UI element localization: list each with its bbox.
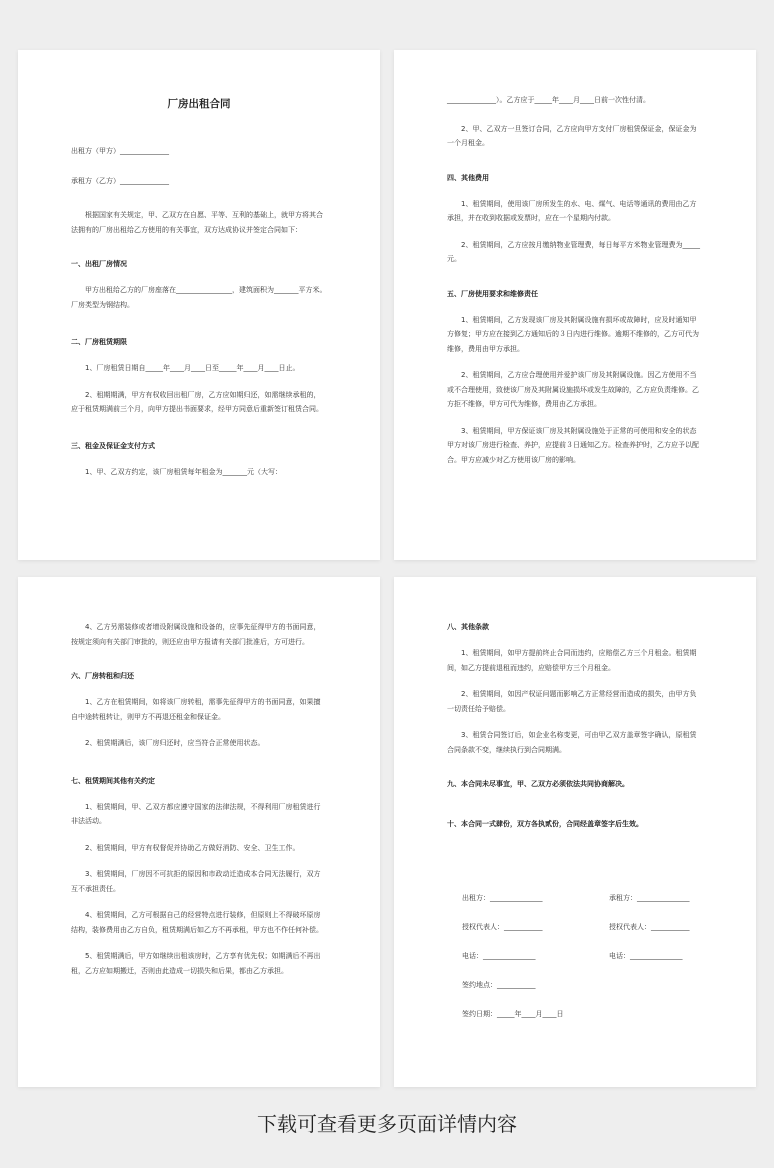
section-7-heading: 七、租赁期间其他有关约定 bbox=[71, 776, 155, 785]
document-page-3 bbox=[18, 577, 380, 1087]
section-2-paragraph-2: 2、租期期满，甲方有权收回出租厂房，乙方应如期归还，如需继续承租的，应于租赁期满前三个月，向甲方提出书面要求，经甲方同意后重新签订租赁合同。 bbox=[71, 390, 323, 413]
section-5-paragraph-4: 4、乙方另需装修或者增设附属设施和设备的，应事先征得甲方的书面同意，按规定须向有关部门审批的，则还应由甲方报请有关部门批准后，方可进行。 bbox=[71, 623, 321, 646]
section-4-heading: 四、其他费用 bbox=[447, 173, 489, 182]
section-8-paragraph-3: 3、租赁合同签订后，如企业名称变更，可由甲乙双方盖章签字确认，原租赁合同条款不变，继续执行到合同期满。 bbox=[447, 731, 697, 754]
party-b-phone-line: 电话：_______________ bbox=[609, 952, 683, 960]
section-8-paragraph-1: 1、租赁期间，如甲方提前终止合同而违约，应赔偿乙方三个月租金。租赁期间，如乙方提前退租而违约，应赔偿甲方三个月租金。 bbox=[447, 649, 697, 672]
party-b-representative-line: 授权代表人：___________ bbox=[609, 923, 690, 931]
section-6-paragraph-1: 1、乙方在租赁期间，如将该厂房转租，需事先征得甲方的书面同意，如果擅自中途转租转让，则甲方不再退还租金和保证金。 bbox=[71, 698, 321, 721]
download-more-notice[interactable]: 下载可查看更多页面详情内容 bbox=[257, 1112, 517, 1136]
document-page-4 bbox=[394, 577, 756, 1087]
section-4-paragraph-1: 1、租赁期间，使用该厂房所发生的水、电、煤气、电话等通讯的费用由乙方承担，并在收到收据或发票时，应在一个星期内付款。 bbox=[447, 199, 697, 222]
party-a-line: 出租方（甲方）______________ bbox=[71, 147, 169, 155]
section-1-paragraph: 甲方出租给乙方的厂房座落在________________，建筑面积为_______平方米。厂房类型为钢结构。 bbox=[71, 286, 327, 309]
section-5-heading: 五、厂房使用要求和维修责任 bbox=[447, 289, 538, 298]
lessor-signature-line: 出租方：_______________ bbox=[462, 894, 543, 902]
section-5-paragraph-3: 3、租赁期间，甲方保证该厂房及其附属设施处于正常的可使用和安全的状态甲方对该厂房进行检查、养护，应提前３日通知乙方。检查养护时，乙方应予以配合。甲方应减少对乙方使用该厂房的影响。 bbox=[447, 426, 699, 464]
section-3-paragraph-2: 2、甲、乙双方一旦签订合同，乙方应向甲方支付厂房租赁保证金，保证金为一个月租金。 bbox=[447, 124, 697, 147]
document-page-1 bbox=[18, 50, 380, 560]
section-8-heading: 八、其他条款 bbox=[447, 623, 489, 631]
section-5-paragraph-1: 1、租赁期间，乙方发现该厂房及其附属设施有损坏或故障时，应及时通知甲方修复；甲方应在接到乙方通知后的３日内进行维修。逾期不维修的，乙方可代为维修，费用由甲方承担。 bbox=[447, 315, 699, 353]
party-a-phone-line: 电话：_______________ bbox=[462, 952, 536, 960]
section-7-paragraph-4: 4、租赁期间，乙方可根据自己的经营特点进行装修，但原则上不得破坏原房结构，装修费用由乙方自负，租赁期满后如乙方不再承租，甲方也不作任何补偿。 bbox=[71, 911, 323, 934]
page-2-content bbox=[447, 50, 703, 467]
signing-date-line: 签约日期：_____年____月____日 bbox=[462, 1010, 564, 1018]
section-7-paragraph-3: 3、租赁期间，厂房因不可抗拒的原因和市政动迁造成本合同无法履行，双方互不承担责任。 bbox=[71, 870, 321, 893]
contract-title: 厂房出租合同 bbox=[167, 98, 231, 110]
section-5-paragraph-2: 2、租赁期间，乙方应合理使用并爱护该厂房及其附属设施。因乙方使用不当或不合理使用，致使该厂房及其附属设施损坏或发生故障的，乙方应负责维修。乙方拒不维修，甲方可代为维修，费用由乙方承担。 bbox=[447, 371, 699, 408]
section-3-continuation: ______________）。乙方应于_____年____月____日前一次性付清。 bbox=[447, 96, 650, 104]
section-7-paragraph-1: 1、租赁期间，甲、乙双方都应遵守国家的法律法规，不得利用厂房租赁进行非法活动。 bbox=[71, 802, 321, 825]
section-1-heading: 一、出租厂房情况 bbox=[71, 260, 127, 268]
section-3-heading: 三、租金及保证金支付方式 bbox=[71, 441, 155, 450]
section-7-paragraph-2: 2、租赁期间，甲方有权督促并协助乙方做好消防、安全、卫生工作。 bbox=[85, 843, 300, 852]
section-4-paragraph-2: 2、租赁期间，乙方应按月缴纳物业管理费，每日每平方米物业管理费为_____元。 bbox=[447, 240, 700, 263]
section-9-clause: 九、本合同未尽事宜，甲、乙双方必须依法共同协商解决。 bbox=[447, 780, 629, 788]
section-8-paragraph-2: 2、租赁期间，如因产权证问题而影响乙方正常经营而造成的损失，由甲方负一切责任给予赔偿。 bbox=[447, 690, 697, 713]
intro-paragraph: 根据国家有关规定，甲、乙双方在自愿、平等、互利的基础上，就甲方将其合法拥有的厂房出租给乙方使用的有关事宜，双方达成协议并签定合同如下： bbox=[71, 211, 323, 234]
party-b-line: 承租方（乙方）______________ bbox=[71, 176, 169, 185]
section-10-clause: 十、本合同一式肆份，双方各执贰份，合同经盖章签字后生效。 bbox=[447, 820, 643, 828]
party-a-representative-line: 授权代表人：___________ bbox=[462, 923, 543, 931]
page-3-content bbox=[71, 577, 327, 978]
document-page-2 bbox=[394, 50, 756, 560]
section-7-paragraph-5: 5、租赁期满后，甲方如继续出租该房时，乙方享有优先权；如期满后不再出租，乙方应如期搬迁，否则由此造成一切损失和后果，都由乙方承担。 bbox=[71, 952, 321, 975]
section-6-heading: 六、厂房转租和归还 bbox=[71, 672, 134, 680]
page-1-content bbox=[71, 50, 327, 479]
section-2-paragraph-1: 1、厂房租赁日期自_____年____月____日至_____年____月____日止。 bbox=[85, 364, 300, 372]
page-4-content bbox=[447, 577, 703, 829]
lessee-signature-line: 承租方：_______________ bbox=[609, 894, 690, 902]
section-6-paragraph-2: 2、租赁期满后，该厂房归还时，应当符合正常使用状态。 bbox=[85, 739, 265, 747]
section-3-paragraph-1: 1、甲、乙双方约定，该厂房租赁每年租金为_______元（大写： bbox=[85, 467, 282, 476]
section-2-heading: 二、厂房租赁期限 bbox=[71, 338, 127, 346]
signing-place-line: 签约地点：___________ bbox=[462, 981, 536, 989]
